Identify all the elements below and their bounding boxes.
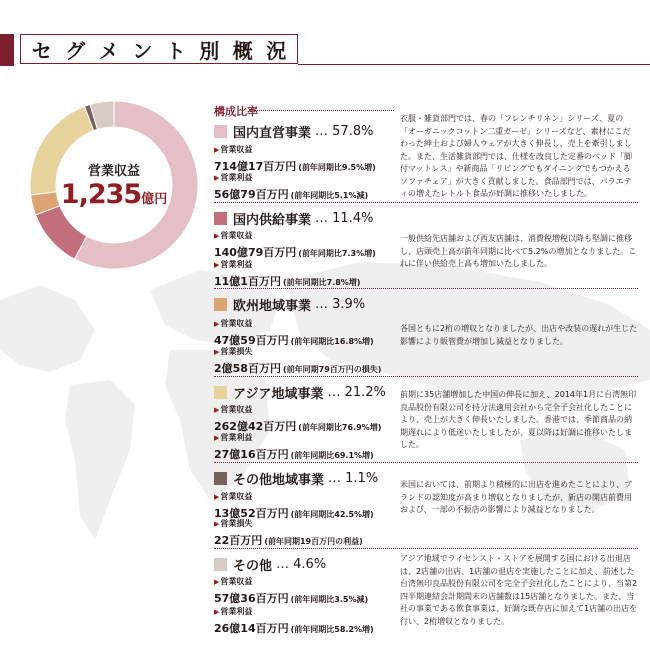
metric-note: (前年同期比58.2%増) <box>290 625 374 634</box>
segment-heading <box>214 383 386 401</box>
segment-color-swatch <box>214 298 227 311</box>
metric-value: 26億14百万円 <box>214 622 289 635</box>
segment-name: その他地域事業 <box>233 472 325 488</box>
metric-label: ▶ 営業利益 <box>214 259 360 270</box>
title-accent-bar <box>0 34 14 66</box>
metric-note: (前年同期比9.5%増) <box>298 163 376 172</box>
metric-value: 56億79百万円 <box>214 188 289 201</box>
title-char: セ <box>31 38 52 63</box>
segment-heading <box>214 295 365 313</box>
segment-metric <box>214 606 374 636</box>
segment-heading <box>214 469 378 487</box>
segment-heading <box>214 209 373 227</box>
segment-metric <box>214 230 376 260</box>
metric-value: 140億79百万円 <box>214 246 297 259</box>
metric-label: ▶ 営業損失 <box>214 346 381 357</box>
metric-label: ▶ 営業損失 <box>214 518 363 529</box>
metric-label: ▶ 営業収益 <box>214 144 376 155</box>
metric-label: ▶ 営業収益 <box>214 491 374 502</box>
metric-value: 714億17百万円 <box>214 160 297 173</box>
segment-metric <box>214 318 374 348</box>
metric-value: 57億36百万円 <box>214 592 289 605</box>
segment-name: 国内直営事業 <box>233 125 312 141</box>
page-title <box>20 34 298 64</box>
segment-description: 前期に35店舗増加した中国の伸長に加え、2014年1月に台湾無印良品股份有限公司を持分法適用会社から完全子会社化したことにより、売上が大きく伸長いたしました。香港では、季節商品の納期遅れにより低迷いたしましたが、夏以降は好調に推移いたしました。 <box>400 390 637 449</box>
segment-percentage: … 21.2% <box>327 384 386 400</box>
segment-percentage: … 11.4% <box>315 210 374 226</box>
segment-metric <box>214 259 360 289</box>
segment-metric <box>214 576 368 606</box>
segment-color-swatch <box>214 212 227 225</box>
segment-divider <box>214 288 638 289</box>
metric-value: 262億42百万円 <box>214 420 297 433</box>
metric-label: ▶ 営業利益 <box>214 606 374 617</box>
segment-divider <box>214 202 638 203</box>
segment-percentage: … 4.6% <box>276 556 327 572</box>
segment-color-swatch <box>214 558 227 571</box>
metric-label: ▶ 営業利益 <box>214 172 368 183</box>
segment-name: 欧州地域事業 <box>233 298 312 314</box>
segment-divider <box>214 376 638 377</box>
title-char: グ <box>65 38 86 63</box>
metric-note: (前年同期比69.1%増) <box>290 451 374 460</box>
metric-note: (前年同期比3.5%減) <box>290 595 369 604</box>
metric-label: ▶ 営業収益 <box>214 230 376 241</box>
title-rule <box>298 64 650 65</box>
segment-percentage: … 3.9% <box>315 296 366 312</box>
segment-percentage: … 57.8% <box>315 123 374 139</box>
segment-color-swatch <box>214 386 227 399</box>
title-char: メ <box>98 38 119 63</box>
segment-color-swatch <box>214 125 227 138</box>
segment-metric <box>214 404 381 434</box>
total-revenue-value: 1,235 <box>60 179 142 210</box>
title-char: ト <box>165 38 186 63</box>
title-char: 別 <box>199 38 220 63</box>
segment-metric <box>214 346 381 376</box>
metric-note: (前年同期比76.9%増) <box>298 423 382 432</box>
metric-value: 27億16百万円 <box>214 448 289 461</box>
segment-metric <box>214 491 374 521</box>
total-revenue-unit: 億円 <box>141 192 168 207</box>
segment-name: 国内供給事業 <box>233 212 312 228</box>
metric-note: (前年同期79百万円の損失) <box>282 365 382 374</box>
metric-note: (前年同期比7.8%増) <box>282 278 361 287</box>
metric-value: 2億58百万円 <box>214 362 281 375</box>
metric-value: 13億52百万円 <box>214 507 289 520</box>
metric-label: ▶ 営業利益 <box>214 432 374 443</box>
ratio-heading: 構成比率 <box>214 105 258 118</box>
segment-description: アジア地域でライセンスト・ストアを展開する国における出退店は、2店舗の出店、1店舗の退店を実施したことに加え、前述した台湾無印良品股份有限公司を完全子会社化したことにより、当第2四半期連結会計期間末の店舗数は15店舗となりました。また、当社の事業である飲食事業は、好調な既存店に加えて1店舗の出店を行い、2桁増収となりました。 <box>400 554 638 626</box>
segment-metric <box>214 518 363 548</box>
segment-heading <box>214 122 373 140</box>
segment-description: 衣服・雑貨部門では、春の「フレンチリネン」シリーズ、夏の「オーガニックコットン二重ガーゼ」シリーズなど、素材にこだわった紳士および婦人ウェアが大きく伸長し、売上を牽引しました。また、生活雑貨部門では、仕様を改良した定番のベッド「脚付マットレス」や新商品「リビングでもダイニングでもつかえるソファチェア」が大きく貢献しました。食品部門では、バラエティの増えたレトルト食品が好調に推移いたしました。 <box>400 114 632 198</box>
metric-note: (前年同期比7.3%増) <box>298 249 376 258</box>
segment-description: 米国においては、前期より積極的に出店を進めたことにより、ブランドの認知度が高まり増収となりましたが、新店の開店前費用および、一部の不振店の影響により減益となりました。 <box>400 480 632 514</box>
metric-value: 47億59百万円 <box>214 334 289 347</box>
segment-heading <box>214 555 326 573</box>
metric-note: (前年同期比16.8%増) <box>290 337 374 346</box>
title-char: 況 <box>266 38 287 63</box>
segment-color-swatch <box>214 472 227 485</box>
metric-value: 22百万円 <box>214 534 263 547</box>
title-char: 概 <box>232 38 253 63</box>
segment-metric <box>214 432 374 462</box>
metric-note: (前年同期比5.1%減) <box>290 191 369 200</box>
donut-center-label <box>28 160 200 210</box>
segment-description: 各国ともに2桁の増収となりましたが、出店や改装の遅れが生じた影響により販管費が増加し減益となりました。 <box>400 324 638 346</box>
metric-label: ▶ 営業収益 <box>214 576 368 587</box>
segment-metric <box>214 144 376 174</box>
segment-description: 一般供給先店舗および西友店舗は、消費税増税以降も堅調に推移し、店頭売上高が前年同期に比べて5.2%の増加となりました。これに伴い供給売上高も増加いたしました。 <box>400 234 637 268</box>
metric-label: ▶ 営業収益 <box>214 404 381 415</box>
donut-center-value <box>28 179 200 210</box>
segment-name: アジア地域事業 <box>233 386 324 402</box>
ratio-heading-rule <box>254 110 394 111</box>
metric-value: 11億1百万円 <box>214 275 281 288</box>
donut-slice <box>36 206 87 259</box>
segment-metric <box>214 172 368 202</box>
segment-divider <box>214 462 638 463</box>
donut-center-title: 営業収益 <box>87 164 140 179</box>
segment-name: その他 <box>233 558 273 574</box>
segment-divider <box>214 548 638 549</box>
metric-note: (前年同期19百万円の利益) <box>264 537 363 546</box>
segment-percentage: … 1.1% <box>328 470 379 486</box>
metric-label: ▶ 営業収益 <box>214 318 374 329</box>
metric-note: (前年同期比42.5%増) <box>290 510 374 519</box>
title-char: ン <box>132 38 153 63</box>
